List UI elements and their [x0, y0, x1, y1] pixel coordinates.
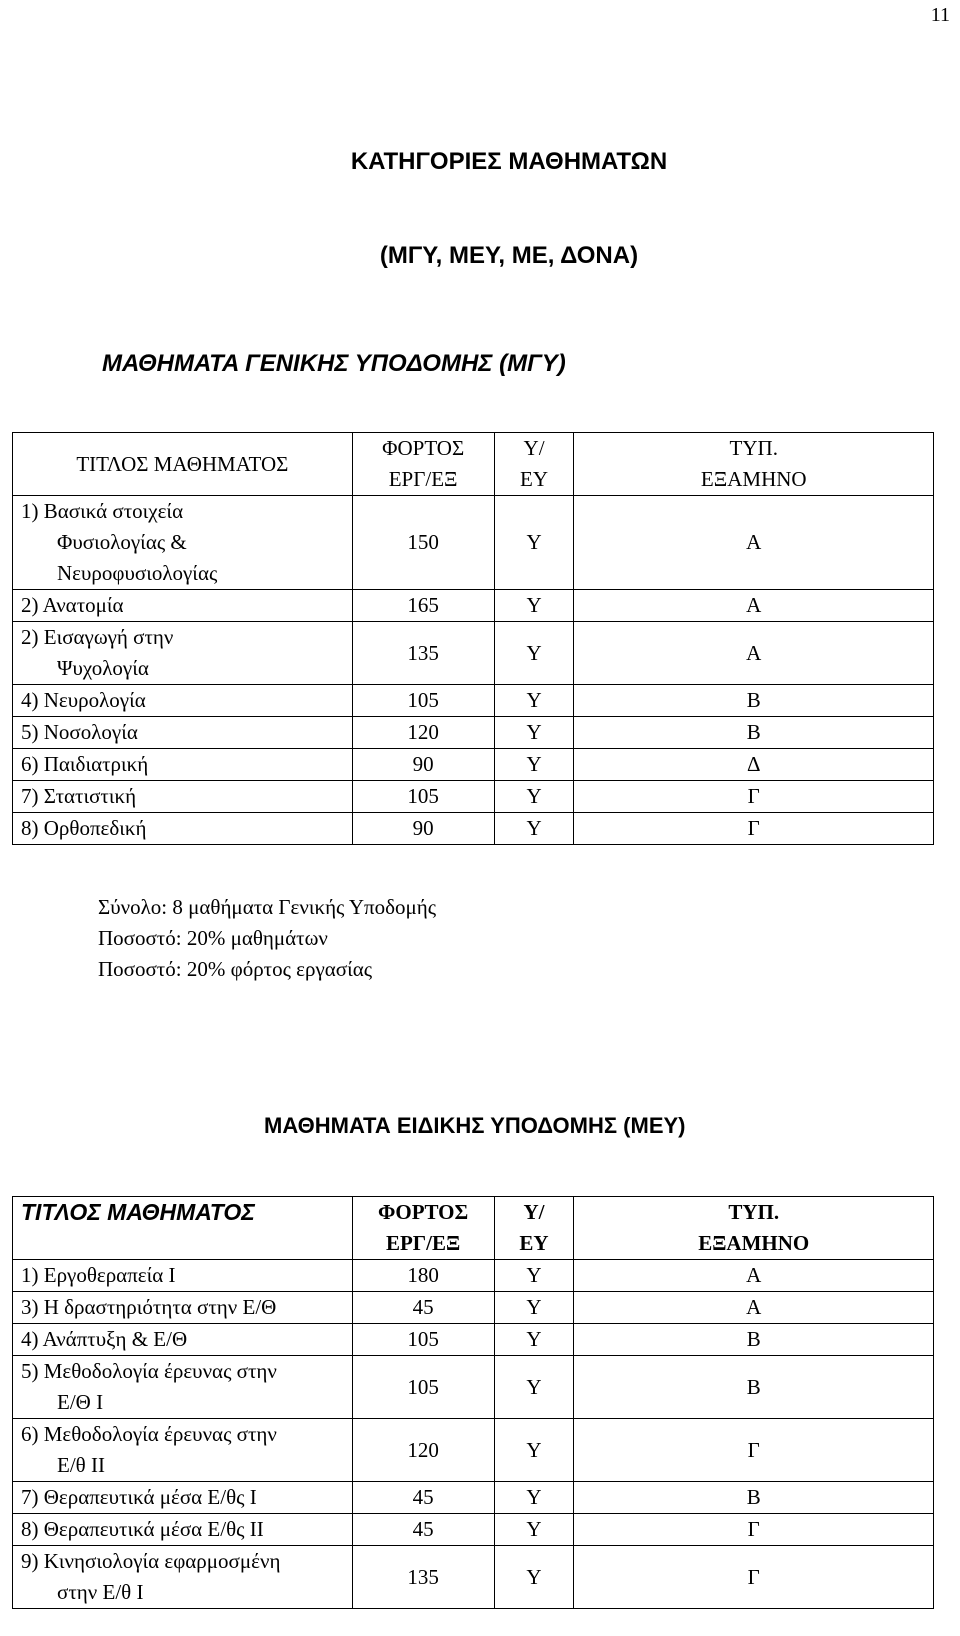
table-row: [13, 813, 934, 845]
column-header-load-line2: ΕΡΓ/ΕΞ: [388, 467, 458, 491]
column-header-requirement-line1: Υ/: [523, 1200, 545, 1224]
course-requirement-cell: Υ: [494, 590, 574, 622]
course-title-line: 6) Μεθοδολογία έρευνας στην: [21, 1422, 277, 1446]
course-semester-cell: Γ: [574, 813, 934, 845]
course-title-line: 2) Εισαγωγή στην: [21, 625, 174, 649]
course-title-cell: [13, 813, 353, 845]
course-load-cell: 120: [352, 1419, 494, 1482]
course-title-line: Φυσιολογίας &: [57, 530, 187, 554]
special-courses-body: [13, 1260, 934, 1609]
course-semester-cell: Β: [574, 1482, 934, 1514]
column-header-load-line2: ΕΡΓ/ΕΞ: [385, 1231, 461, 1255]
course-requirement-cell: Υ: [494, 1292, 574, 1324]
course-semester-cell: Α: [574, 1260, 934, 1292]
table-header-row: [13, 1197, 934, 1260]
course-title-cell: [13, 717, 353, 749]
column-header-semester-line1: ΤΥΠ.: [728, 1200, 780, 1224]
column-header-requirement: [494, 1197, 574, 1260]
course-load-cell: 135: [352, 1546, 494, 1609]
course-title-cell: [13, 1419, 353, 1482]
column-header-semester-line1: ΤΥΠ.: [729, 436, 778, 460]
table-row: [13, 496, 934, 590]
course-requirement-cell: Υ: [494, 1419, 574, 1482]
table-row: [13, 717, 934, 749]
table-row: [13, 781, 934, 813]
column-header-title: ΤΙΤΛΟΣ ΜΑΘΗΜΑΤΟΣ: [13, 433, 353, 496]
table-row: [13, 1260, 934, 1292]
course-title-cell: [13, 496, 353, 590]
column-header-requirement: [494, 433, 574, 496]
course-title-line: 4) Ανάπτυξη & Ε/Θ: [21, 1327, 188, 1351]
table-row: [13, 590, 934, 622]
course-load-cell: 45: [352, 1292, 494, 1324]
column-header-semester-line2: ΕΞΑΜΗΝΟ: [698, 1231, 810, 1255]
course-title-cell: [13, 1292, 353, 1324]
course-load-cell: 45: [352, 1514, 494, 1546]
course-title-cell: [13, 1546, 353, 1609]
course-title-cell: [13, 781, 353, 813]
course-requirement-cell: Υ: [494, 1356, 574, 1419]
course-title-cell: [13, 1356, 353, 1419]
table-row: [13, 1324, 934, 1356]
course-title-cell: [13, 1260, 353, 1292]
course-semester-cell: Δ: [574, 749, 934, 781]
special-courses-table: [12, 1196, 934, 1609]
summary-course-percentage: Ποσοστό: 20% μαθημάτων: [98, 926, 328, 950]
course-title-line: 1) Βασικά στοιχεία: [21, 499, 184, 523]
column-header-title: ΤΙΤΛΟΣ ΜΑΘΗΜΑΤΟΣ: [13, 1197, 353, 1260]
general-courses-body: [13, 496, 934, 845]
course-semester-cell: Α: [574, 496, 934, 590]
summary-workload-percentage: Ποσοστό: 20% φόρτος εργασίας: [98, 957, 373, 981]
course-title-line: 8) Θεραπευτικά μέσα Ε/θς ΙΙ: [21, 1517, 264, 1541]
course-load-cell: 180: [352, 1260, 494, 1292]
course-title-line: Ε/Θ Ι: [57, 1390, 104, 1414]
table-row: [13, 1356, 934, 1419]
course-title-line: Νευροφυσιολογίας: [57, 561, 218, 585]
course-semester-cell: Γ: [574, 1546, 934, 1609]
course-title-line: Ψυχολογία: [57, 656, 149, 680]
table-row: [13, 1546, 934, 1609]
course-semester-cell: Γ: [574, 781, 934, 813]
course-title-line: 5) Νοσολογία: [21, 720, 138, 744]
course-requirement-cell: Υ: [494, 685, 574, 717]
course-semester-cell: Β: [574, 1356, 934, 1419]
column-header-semester-line2: ΕΞΑΜΗΝΟ: [700, 467, 807, 491]
summary-total: Σύνολο: 8 μαθήματα Γενικής Υποδομής: [98, 895, 437, 919]
course-semester-cell: Α: [574, 1292, 934, 1324]
table-row: [13, 622, 934, 685]
course-title-line: 8) Ορθοπεδική: [21, 816, 147, 840]
course-semester-cell: Β: [574, 1324, 934, 1356]
course-requirement-cell: Υ: [494, 749, 574, 781]
column-header-semester: [574, 1197, 934, 1260]
course-semester-cell: Γ: [574, 1514, 934, 1546]
course-title-cell: [13, 749, 353, 781]
course-load-cell: 105: [352, 685, 494, 717]
course-title-line: 5) Μεθοδολογία έρευνας στην: [21, 1359, 277, 1383]
course-title-cell: [13, 590, 353, 622]
column-header-load-line1: ΦΟΡΤΟΣ: [377, 1200, 469, 1224]
page-title: ΚΑΤΗΓΟΡΙΕΣ ΜΑΘΗΜΑΤΩΝ: [350, 148, 668, 175]
course-title-cell: [13, 685, 353, 717]
course-requirement-cell: Υ: [494, 813, 574, 845]
table-row: [13, 685, 934, 717]
course-load-cell: 120: [352, 717, 494, 749]
general-courses-table: [12, 432, 934, 845]
column-header-load-line1: ΦΟΡΤΟΣ: [382, 436, 465, 460]
table-row: [13, 1482, 934, 1514]
column-header-requirement-line2: ΕΥ: [520, 467, 549, 491]
page-number: 11: [930, 4, 950, 26]
course-requirement-cell: Υ: [494, 496, 574, 590]
course-title-line: στην Ε/θ Ι: [57, 1580, 144, 1604]
category-codes-heading: (ΜΓΥ, ΜΕΥ, ΜΕ, ΔΟΝΑ): [379, 242, 639, 269]
course-title-line: 3) Η δραστηριότητα στην Ε/Θ: [21, 1295, 277, 1319]
course-load-cell: 45: [352, 1482, 494, 1514]
course-requirement-cell: Υ: [494, 1482, 574, 1514]
course-requirement-cell: Υ: [494, 781, 574, 813]
course-semester-cell: Α: [574, 622, 934, 685]
course-title-line: 2) Ανατομία: [21, 593, 124, 617]
course-semester-cell: Β: [574, 717, 934, 749]
course-title-line: 7) Στατιστική: [21, 784, 137, 808]
table-row: [13, 1292, 934, 1324]
column-header-load: [352, 433, 494, 496]
course-load-cell: 135: [352, 622, 494, 685]
summary-block: [98, 892, 436, 985]
table-row: [13, 749, 934, 781]
course-load-cell: 105: [352, 781, 494, 813]
course-title-line: 9) Κινησιολογία εφαρμοσμένη: [21, 1549, 281, 1573]
course-requirement-cell: Υ: [494, 1324, 574, 1356]
course-load-cell: 150: [352, 496, 494, 590]
course-requirement-cell: Υ: [494, 622, 574, 685]
course-title-cell: [13, 1324, 353, 1356]
course-title-cell: [13, 622, 353, 685]
course-title-line: 1) Εργοθεραπεία Ι: [21, 1263, 176, 1287]
course-title-line: 7) Θεραπευτικά μέσα Ε/θς Ι: [21, 1485, 257, 1509]
general-courses-heading: ΜΑΘΗΜΑΤΑ ΓΕΝΙΚΗΣ ΥΠΟΔΟΜΗΣ (ΜΓΥ): [102, 350, 566, 377]
course-load-cell: 105: [352, 1324, 494, 1356]
table-row: [13, 1514, 934, 1546]
column-header-load: [352, 1197, 494, 1260]
course-load-cell: 90: [352, 813, 494, 845]
column-header-semester: [574, 433, 934, 496]
course-semester-cell: Γ: [574, 1419, 934, 1482]
course-requirement-cell: Υ: [494, 717, 574, 749]
course-title-line: 6) Παιδιατρική: [21, 752, 149, 776]
course-requirement-cell: Υ: [494, 1260, 574, 1292]
course-title-line: 4) Νευρολογία: [21, 688, 146, 712]
course-load-cell: 105: [352, 1356, 494, 1419]
course-title-cell: [13, 1514, 353, 1546]
table-row: [13, 1419, 934, 1482]
course-title-cell: [13, 1482, 353, 1514]
course-semester-cell: Β: [574, 685, 934, 717]
table-header-row: [13, 433, 934, 496]
course-requirement-cell: Υ: [494, 1546, 574, 1609]
course-semester-cell: Α: [574, 590, 934, 622]
column-header-requirement-line1: Υ/: [523, 436, 545, 460]
column-header-requirement-line2: ΕΥ: [519, 1231, 549, 1255]
course-load-cell: 165: [352, 590, 494, 622]
special-courses-heading: ΜΑΘΗΜΑΤΑ ΕΙΔΙΚΗΣ ΥΠΟΔΟΜΗΣ (ΜΕΥ): [264, 1113, 686, 1138]
course-load-cell: 90: [352, 749, 494, 781]
course-title-line: Ε/θ ΙΙ: [57, 1453, 105, 1477]
course-requirement-cell: Υ: [494, 1514, 574, 1546]
